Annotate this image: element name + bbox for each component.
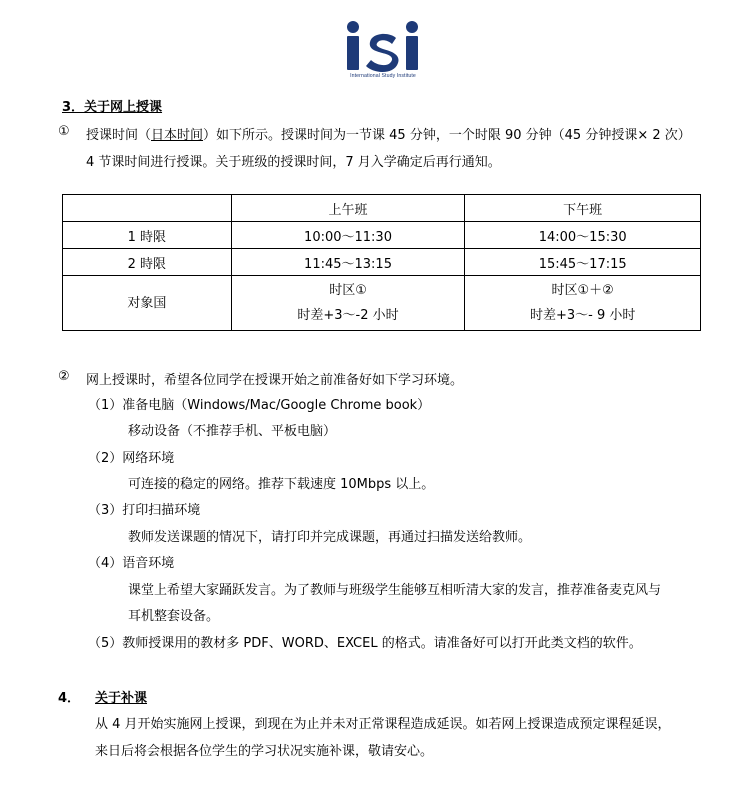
item2-intro: 网上授课时，希望各位同学在授课开始之前准备好如下学习环境。: [86, 373, 464, 388]
sub-item-label: （3）打印扫描环境: [88, 503, 201, 518]
section4-heading: 关于补课: [95, 691, 148, 706]
sub-item-text: 教师发送课题的情况下，请打印并完成课题，再通过扫描发送给教师。: [128, 530, 532, 545]
item2-marker: ②: [58, 369, 70, 384]
sub-item-text: 移动设备（不推荐手机、平板电脑）: [128, 424, 337, 439]
sub-item-label: （1）准备电脑（Windows/Mac/Google Chrome book）: [88, 398, 431, 413]
table-row: [63, 249, 701, 276]
logo-subtitle: International Study Institute: [350, 73, 416, 79]
item1-line1: 授课时间（日本时间）如下所示。授课时间为一节课 45 分钟，一个时限 90 分钟（45 分钟授课× 2 次）: [86, 128, 691, 143]
section4-number: 4．: [58, 691, 81, 706]
schedule-table: [62, 194, 701, 331]
table-row-label: 对象国: [63, 276, 232, 331]
table-cell: 14:00～15:30: [465, 222, 701, 249]
item1-line2: 4 节课时间进行授课。关于班级的授课时间，7 月入学确定后再行通知。: [86, 155, 501, 170]
table-cell: 10:00～11:30: [231, 222, 465, 249]
table-header-row: [63, 195, 701, 222]
table-row: [63, 276, 701, 331]
table-cell: 时区①＋② 时差+3～- 9 小时: [465, 276, 701, 331]
sub-item-text: 课堂上希望大家踊跃发言。为了教师与班级学生能够互相听清大家的发言，推荐准备麦克风与: [128, 583, 662, 598]
table-row-label: 1 時限: [63, 222, 232, 249]
sub-item-label: （5）教师授课用的教材多 PDF、WORD、EXCEL 的格式。请准备好可以打开此类文档的软件。: [88, 636, 642, 651]
table-cell: 时区① 时差+3～-2 小时: [231, 276, 465, 331]
japan-time-text: 日本时间: [151, 128, 204, 143]
sub-item-text: 可连接的稳定的网络。推荐下载速度 10Mbps 以上。: [128, 477, 435, 492]
table-cell: 11:45～13:15: [231, 249, 465, 276]
section4-line: 从 4 月开始实施网上授课，到现在为止并未对正常课程造成延误。如若网上授课造成预定课程延误，: [95, 717, 671, 732]
table-header-cell: 上午班: [231, 195, 465, 222]
table-header-cell: [63, 195, 232, 222]
section3-heading: 3．关于网上授课: [62, 100, 163, 115]
sub-item-label: （4）语音环境: [88, 556, 175, 571]
sub-item-text: 耳机整套设备。: [128, 609, 220, 624]
item1-marker: ①: [58, 124, 70, 139]
table-row: [63, 222, 701, 249]
table-header-cell: 下午班: [465, 195, 701, 222]
table-row-label: 2 時限: [63, 249, 232, 276]
table-cell: 15:45～17:15: [465, 249, 701, 276]
sub-item-label: （2）网络环境: [88, 451, 175, 466]
section4-line: 来日后将会根据各位学生的学习状况实施补课，敬请安心。: [95, 744, 434, 759]
